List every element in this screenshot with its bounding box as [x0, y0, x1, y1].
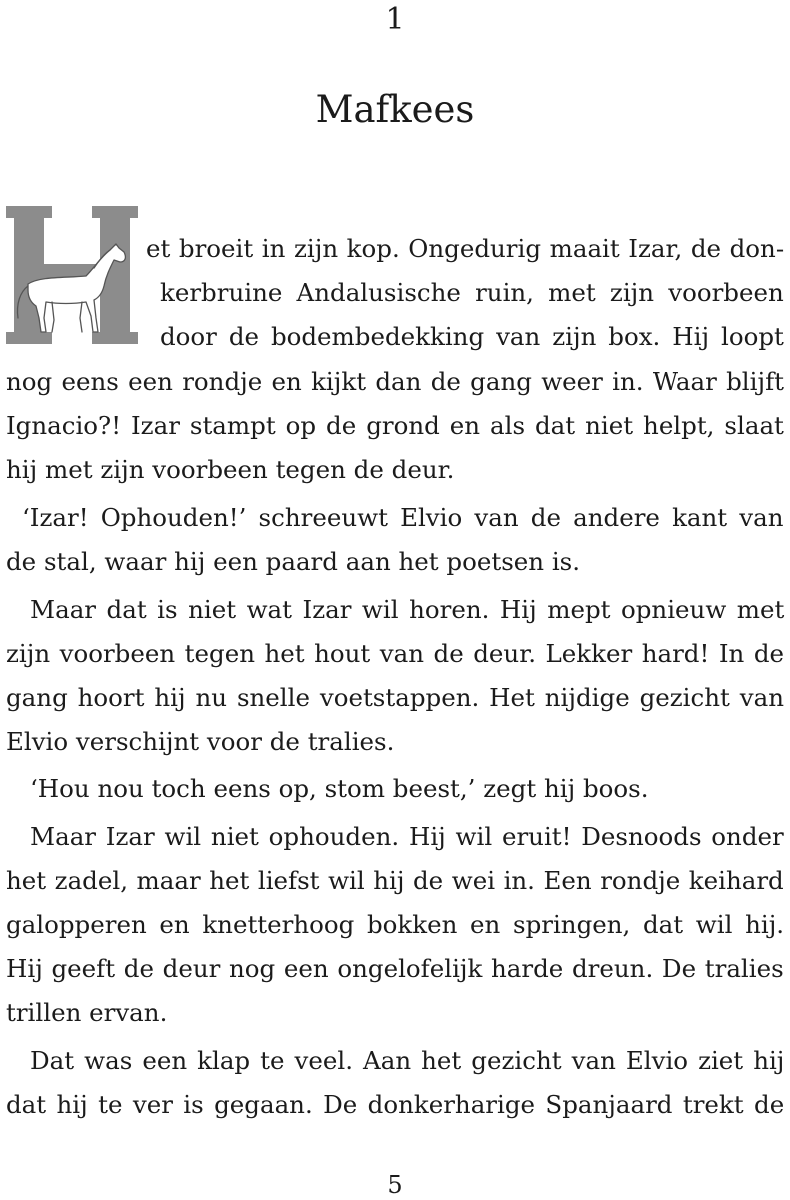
text-line: Dat was een klap te veel. Aan het gezicht van Elvio ziet hij [30, 1046, 785, 1075]
text-line: dat hij te ver is gegaan. De donkerharige Spanjaard trekt de [6, 1090, 785, 1119]
text-line: Maar dat is niet wat Izar wil horen. Hij mept opnieuw met [30, 595, 785, 624]
text-line: gang hoort hij nu snelle voetstappen. Het nijdige gezicht van [6, 683, 784, 712]
text-line: het zadel, maar het liefst wil hij de wei in. Een rondje keihard [6, 866, 784, 895]
text-line: de stal, waar hij een paard aan het poetsen is. [6, 547, 581, 576]
text-line: Ignacio?! Izar stampt op de grond en als dat niet helpt, slaat [6, 411, 784, 440]
text-line: door de bodembedekking van zijn box. Hij loopt [160, 322, 784, 351]
dropcap-h-icon [6, 206, 138, 344]
text-line: ‘Izar! Ophouden!’ schreeuwt Elvio van de andere kant van [22, 503, 784, 532]
text-line: ‘Hou nou toch eens op, stom beest,’ zegt hij boos. [30, 774, 649, 803]
text-line: Maar Izar wil niet ophouden. Hij wil eruit! Desnoods onder [30, 822, 784, 851]
page-number: 5 [387, 1171, 403, 1199]
text-line: Elvio verschijnt voor de tralies. [6, 727, 395, 756]
chapter-title: Mafkees [315, 88, 475, 131]
text-line: nog eens een rondje en kijkt dan de gang weer in. Waar blijft [6, 367, 784, 396]
chapter-number: 1 [385, 2, 405, 37]
text-line: et broeit in zijn kop. Ongedurig maait Izar, de don- [146, 234, 785, 263]
text-line: galopperen en knetterhoog bokken en springen, dat wil hij. [6, 910, 785, 939]
text-line: kerbruine Andalusische ruin, met zijn voorbeen [160, 278, 784, 307]
text-line: hij met zijn voorbeen tegen de deur. [6, 455, 455, 484]
text-line: Hij geeft de deur nog een ongelofelijk harde dreun. De tralies [6, 954, 784, 983]
text-line: zijn voorbeen tegen het hout van de deur. Lekker hard! In de [6, 639, 784, 668]
text-line: trillen ervan. [6, 998, 168, 1027]
